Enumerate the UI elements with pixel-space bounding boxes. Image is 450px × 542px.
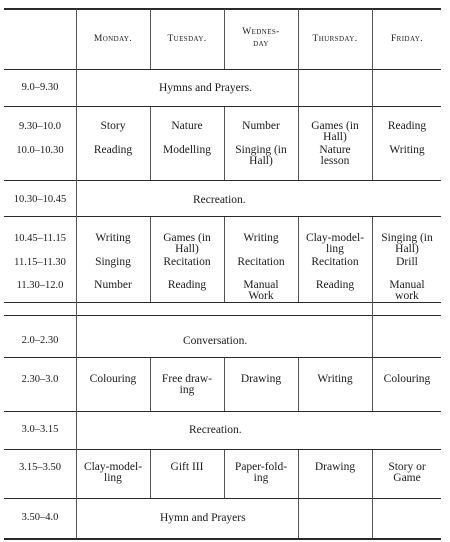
header-wednesday-line1: Wednes- xyxy=(242,27,280,37)
column-rule xyxy=(298,107,299,180)
cell-thursday-11-15: Recitation xyxy=(311,256,359,268)
cell-friday-9-30: Reading xyxy=(387,120,427,132)
time-slot: 10.0–10.30 xyxy=(16,145,64,156)
span-hymn-and-prayers: Hymn and Prayers xyxy=(160,512,246,524)
column-rule xyxy=(76,9,77,538)
cell-wednesday-11-30-line1: Manual xyxy=(243,279,279,291)
column-rule xyxy=(224,107,225,180)
time-slot: 10.30–10.45 xyxy=(13,194,67,205)
cell-wednesday-11-30-line2: Work xyxy=(248,290,274,302)
cell-thursday-10-0-line1: Nature xyxy=(319,144,351,156)
span-hymns-and-prayers: Hymns and Prayers. xyxy=(159,82,252,94)
cell-tuesday-11-15: Recitation xyxy=(163,256,211,268)
column-rule xyxy=(298,9,299,106)
header-tuesday: Tuesday. xyxy=(167,34,207,44)
cell-friday-11-30-line2: work xyxy=(395,290,419,302)
time-slot: 11.30–12.0 xyxy=(16,280,64,291)
cell-friday-10-45-line1: Singing (in xyxy=(381,232,433,244)
header-friday: Friday. xyxy=(391,34,423,44)
cell-monday-11-15: Singing xyxy=(95,256,131,268)
cell-friday-10-45-line2: Hall) xyxy=(395,243,419,255)
cell-tuesday-11-30: Reading xyxy=(167,279,207,291)
time-slot: 3.0–3.15 xyxy=(21,424,59,435)
cell-tuesday-2-30-line1: Free draw- xyxy=(161,373,213,385)
column-rule xyxy=(298,499,299,538)
cell-wednesday-9-30: Number xyxy=(242,120,280,132)
cell-monday-3-15-line2: ling xyxy=(104,472,122,484)
time-slot: 3.50–4.0 xyxy=(21,512,59,523)
column-rule xyxy=(150,450,151,498)
cell-friday-2-30: Colouring xyxy=(383,373,431,385)
cell-wednesday-10-0-line1: Singing (in xyxy=(235,144,287,156)
rule-row xyxy=(4,180,441,181)
cell-friday-11-30-line1: Manual xyxy=(389,279,425,291)
cell-wednesday-3-15-line2: ing xyxy=(253,472,269,484)
rule-row xyxy=(4,106,441,107)
header-thursday: Thursday. xyxy=(312,34,358,44)
rule-row xyxy=(4,449,441,450)
cell-tuesday-10-45-line2: Hall) xyxy=(175,243,199,255)
time-slot: 10.45–11.15 xyxy=(13,233,67,244)
rule-bottom xyxy=(4,538,441,540)
header-wednesday-line2: day xyxy=(253,39,269,49)
time-slot: 2.30–3.0 xyxy=(21,374,59,385)
cell-friday-3-15-line2: Game xyxy=(393,472,421,484)
cell-friday-3-15-line1: Story or xyxy=(388,461,426,473)
column-rule xyxy=(298,450,299,498)
cell-wednesday-10-45: Writing xyxy=(243,232,279,244)
cell-thursday-10-0-line2: lesson xyxy=(320,155,350,167)
cell-tuesday-9-30: Nature xyxy=(171,120,203,132)
cell-tuesday-10-45-line1: Games (in xyxy=(163,232,211,244)
time-slot: 2.0–2.30 xyxy=(21,335,59,346)
cell-thursday-9-30-line1: Games (in xyxy=(311,120,359,132)
cell-friday-10-0: Writing xyxy=(389,144,425,156)
cell-tuesday-3-15: Gift III xyxy=(170,461,204,473)
cell-monday-9-30: Story xyxy=(100,120,126,132)
cell-thursday-11-30: Reading xyxy=(315,279,355,291)
rule-row xyxy=(4,315,441,316)
cell-wednesday-10-0-line2: Hall) xyxy=(249,155,273,167)
rule-row xyxy=(4,498,441,499)
cell-monday-11-30: Number xyxy=(94,279,132,291)
time-slot: 9.0–9.30 xyxy=(21,82,59,93)
rule-header-bottom xyxy=(4,69,441,70)
time-slot: 11.15–11.30 xyxy=(14,257,66,268)
span-conversation: Conversation. xyxy=(183,335,248,347)
cell-wednesday-2-30: Drawing xyxy=(240,373,282,385)
time-slot: 9.30–10.0 xyxy=(19,121,61,132)
header-monday: Monday. xyxy=(93,34,133,44)
cell-friday-11-15: Drill xyxy=(396,256,418,268)
cell-thursday-2-30: Writing xyxy=(317,373,353,385)
rule-row xyxy=(4,216,441,217)
span-recreation-morning: Recreation. xyxy=(193,194,246,206)
cell-thursday-9-30-line2: Hall) xyxy=(323,131,347,143)
cell-monday-10-0: Reading xyxy=(93,144,133,156)
cell-thursday-10-45-line2: ling xyxy=(326,243,344,255)
column-rule xyxy=(150,107,151,180)
cell-tuesday-2-30-line2: ing xyxy=(179,384,195,396)
cell-wednesday-11-15: Recitation xyxy=(237,256,285,268)
span-recreation-afternoon: Recreation. xyxy=(189,424,242,436)
rule-row xyxy=(4,357,441,358)
rule-row xyxy=(4,302,441,303)
cell-tuesday-10-0: Modelling xyxy=(163,144,211,156)
rule-row xyxy=(4,411,441,412)
cell-thursday-3-15: Drawing xyxy=(314,461,356,473)
cell-monday-3-15-line1: Clay-model- xyxy=(83,461,143,473)
cell-wednesday-3-15-line1: Paper-fold- xyxy=(234,461,288,473)
cell-monday-2-30: Colouring xyxy=(89,373,137,385)
cell-monday-10-45: Writing xyxy=(95,232,131,244)
time-slot: 3.15–3.50 xyxy=(19,462,61,473)
cell-thursday-10-45-line1: Clay-model- xyxy=(305,232,365,244)
rule-top xyxy=(4,8,441,10)
